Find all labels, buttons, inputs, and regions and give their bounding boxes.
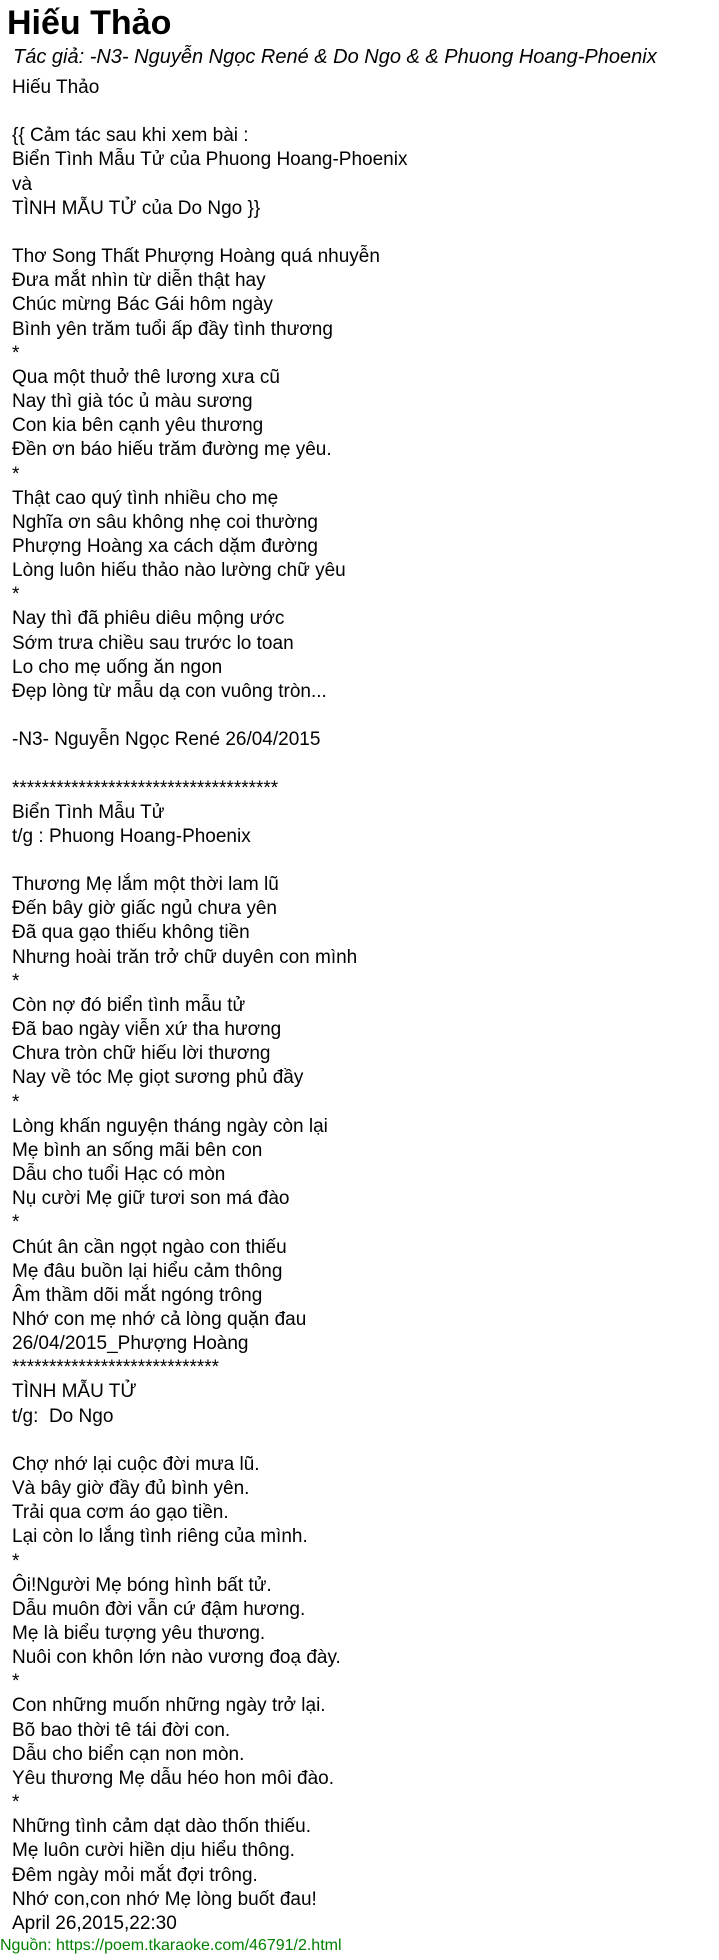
author-line: Tác giả: -N3- Nguyễn Ngọc René & Do Ngo & & Phuong Hoang-Phoenix	[13, 46, 657, 68]
poem-body: Hiếu Thảo {{ Cảm tác sau khi xem bài : Biển Tình Mẫu Tử của Phuong Hoang-Phoenix và TÌNH MẪU TỬ của Do Ngo }} Thơ Song Thất Phượng Hoàng quá nhuyễn Đưa mắt nhìn từ diễn thật hay Chúc mừng Bác Gái hôm ngày Bình yên trăm tuổi ấp đầy tình thương * Qua một thuở thê lương xưa cũ Nay thì già tóc ủ màu sương Con kia bên cạnh yêu thương Đền ơn báo hiếu trăm đường mẹ yêu. * Thật cao quý tình nhiều cho mẹ Nghĩa ơn sâu không nhẹ coi thường Phượng Hoàng xa cách dặm đường Lòng luôn hiếu thảo nào lường chữ yêu * Nay thì đã phiêu diêu mộng ước Sớm trưa chiều sau trước lo toan Lo cho mẹ uống ăn ngon Đẹp lòng từ mẫu dạ con vuông tròn... -N3- Nguyễn Ngọc René 26/04/2015 ************************************ Biển Tình Mẫu Tử t/g : Phuong Hoang-Phoenix Thương Mẹ lắm một thời lam lũ Đến bây giờ giấc ngủ chưa yên Đã qua gạo thiếu không tiền Nhưng hoài trăn trở chữ duyên con mình * Còn nợ đó biển tình mẫu tử Đã bao ngày viễn xứ tha hương Chưa tròn chữ hiếu lời thương Nay về tóc Mẹ giọt sương phủ đầy * Lòng khấn nguyện tháng ngày còn lại Mẹ bình an sống mãi bên con Dẫu cho tuổi Hạc có mòn Nụ cười Mẹ giữ tươi son má đào * Chút ân cần ngọt ngào con thiếu Mẹ đâu buồn lại hiểu cảm thông Âm thầm dõi mắt ngóng trông Nhớ con mẹ nhớ cả lòng quặn đau 26/04/2015_Phượng Hoàng **************************** TÌNH MẪU TỬ t/g: Do Ngo Chợ nhớ lại cuộc đời mưa lũ. Và bây giờ đầy đủ bình yên. Trải qua cơm áo gạo tiền. Lại còn lo lắng tình riêng của mình. * Ôi!Người Mẹ bóng hình bất tử. Dẫu muôn đời vẫn cứ đậm hương. Mẹ là biểu tượng yêu thương. Nuôi con khôn lớn nào vương đoạ đày. * Con những muốn những ngày trở lại. Bõ bao thời tê tái đời con. Dẫu cho biển cạn non mòn. Yêu thương Mẹ dẫu héo hon môi đào. * Những tình cảm dạt dào thốn thiếu. Mẹ luôn cười hiền dịu hiểu thông. Đêm ngày mỏi mắt đợi trông. Nhớ con,con nhớ Mẹ lòng buốt đau! April 26,2015,22:30	[12, 77, 408, 1934]
page-title: Hiếu Thảo	[7, 4, 172, 42]
source-line	[0, 1936, 342, 1956]
source-label: Nguồn:	[0, 1937, 57, 1954]
source-link[interactable]: https://poem.tkaraoke.com/46791/2.html	[56, 1937, 342, 1954]
